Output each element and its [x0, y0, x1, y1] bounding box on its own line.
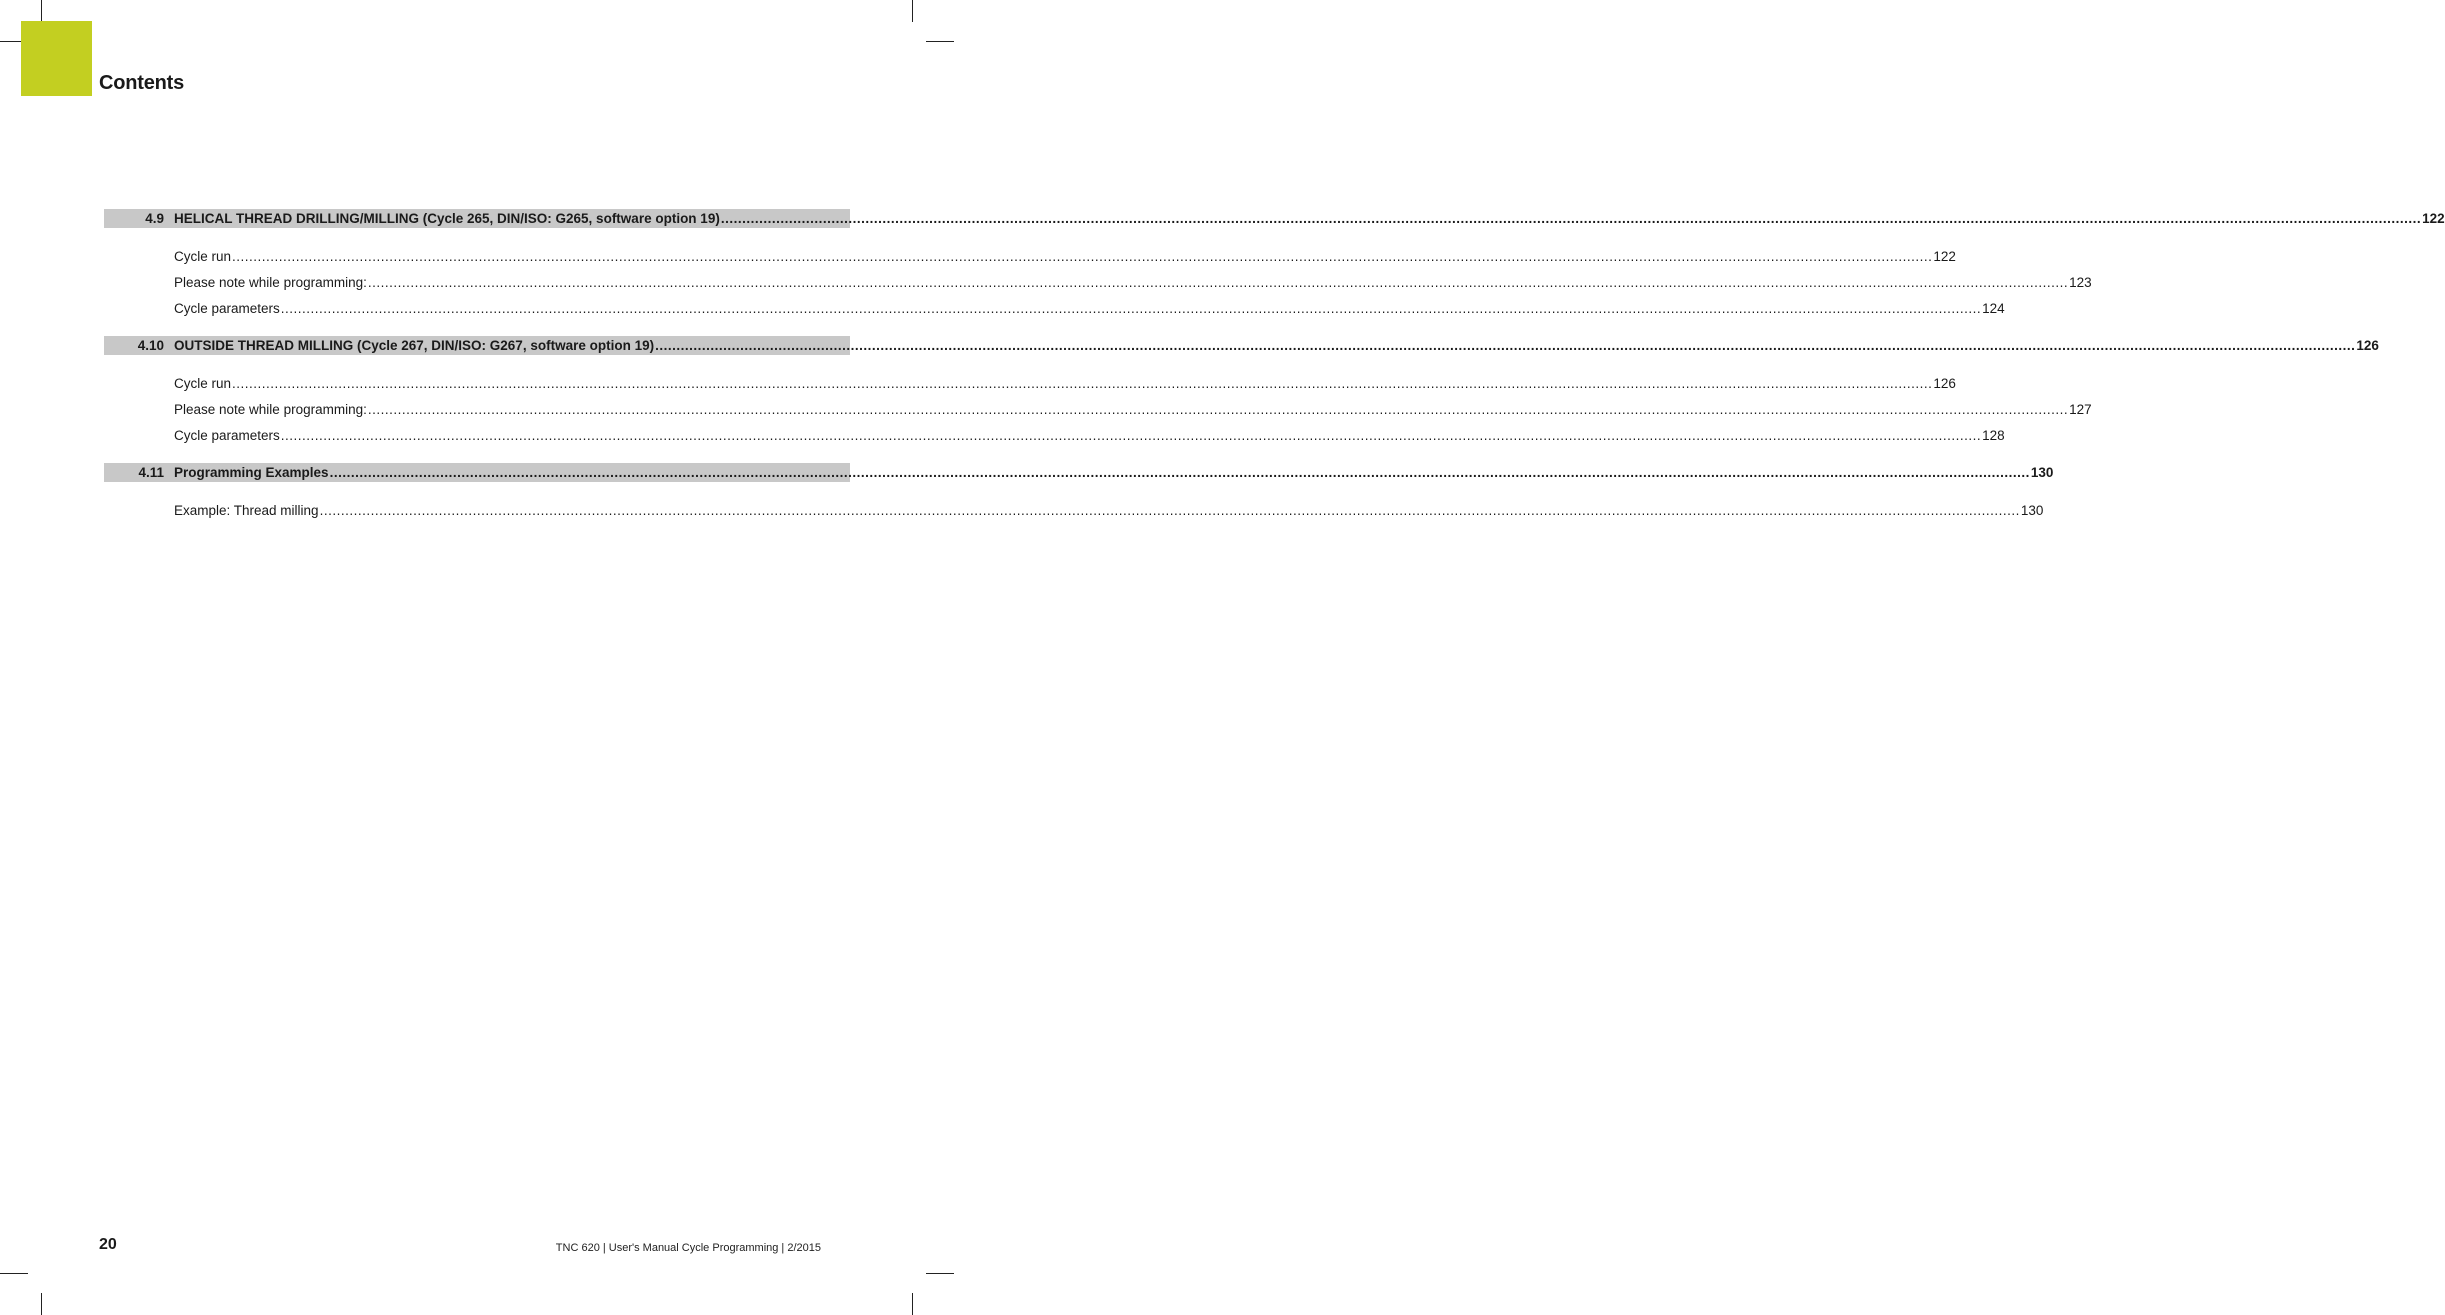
- crop-mark: [912, 1293, 913, 1315]
- toc-entry[interactable]: [104, 397, 2092, 423]
- entry-page: 123: [2069, 275, 2092, 290]
- toc-entry[interactable]: [104, 296, 2005, 322]
- entry-title: Cycle parameters: [174, 301, 280, 316]
- toc-entry[interactable]: [104, 423, 2005, 449]
- toc-entry[interactable]: [104, 270, 2092, 296]
- entry-title: Cycle parameters: [174, 428, 280, 443]
- crop-mark: [41, 0, 42, 22]
- crop-mark: [926, 1273, 954, 1274]
- entry-page: 130: [2020, 503, 2044, 518]
- crop-mark: [0, 1273, 28, 1274]
- dot-leader: ................................................................................................................................................................................................................................................................................................................................................................................................................: [280, 428, 1982, 443]
- section-title: OUTSIDE THREAD MILLING (Cycle 267, DIN/ISO: G267, software option 19): [174, 338, 655, 353]
- section-page: 122: [2422, 211, 2445, 226]
- section-page: 126: [2356, 338, 2379, 353]
- entry-title: Cycle run: [174, 249, 232, 264]
- section-number: 4.9: [145, 211, 164, 226]
- page-number: 20: [99, 1236, 117, 1253]
- toc-section: [104, 463, 2054, 524]
- section-number: 4.11: [138, 465, 164, 480]
- toc-entry-list: [104, 371, 2092, 449]
- crop-mark: [926, 41, 954, 42]
- toc-entry[interactable]: [104, 498, 2044, 524]
- entry-title: Please note while programming:: [174, 275, 367, 290]
- entry-page: 122: [1933, 249, 1956, 264]
- chapter-accent-block: [21, 21, 92, 96]
- page-title: Contents: [99, 72, 185, 94]
- entry-title: Cycle run: [174, 376, 232, 391]
- toc-section: [104, 209, 2445, 322]
- entry-title: Example: Thread milling: [174, 503, 319, 518]
- toc-section-heading[interactable]: [104, 463, 2054, 482]
- toc-entry-list: [104, 244, 2092, 322]
- crop-mark: [912, 0, 913, 22]
- toc-entry[interactable]: [104, 371, 1956, 397]
- section-title: HELICAL THREAD DRILLING/MILLING (Cycle 265, DIN/ISO: G265, software option 19): [174, 211, 720, 226]
- dot-leader: ................................................................................................................................................................................................................................................................................................................................................................................................................: [280, 301, 1982, 316]
- dot-leader: ................................................................................................................................................................................................................................................................................................................................................................................................................: [367, 402, 2069, 417]
- dot-leader: ................................................................................................................................................................................................................................................................................................................................................................................................................: [329, 465, 2030, 480]
- dot-leader: ................................................................................................................................................................................................................................................................................................................................................................................................................: [319, 503, 2020, 518]
- dot-leader: ................................................................................................................................................................................................................................................................................................................................................................................................................: [720, 211, 2422, 226]
- toc-entry[interactable]: [104, 244, 1956, 270]
- toc-entry-list: [104, 498, 2044, 524]
- entry-page: 128: [1982, 428, 2005, 443]
- dot-leader: ................................................................................................................................................................................................................................................................................................................................................................................................................: [367, 275, 2069, 290]
- table-of-contents: [104, 209, 2445, 538]
- toc-section-heading[interactable]: [104, 209, 2445, 228]
- toc-section: [104, 336, 2379, 449]
- dot-leader: ................................................................................................................................................................................................................................................................................................................................................................................................................: [232, 249, 1933, 264]
- crop-mark: [41, 1293, 42, 1315]
- entry-page: 127: [2069, 402, 2092, 417]
- entry-page: 124: [1982, 301, 2005, 316]
- entry-page: 126: [1933, 376, 1956, 391]
- section-number: 4.10: [137, 338, 164, 353]
- toc-section-heading[interactable]: [104, 336, 2379, 355]
- dot-leader: ................................................................................................................................................................................................................................................................................................................................................................................................................: [232, 376, 1933, 391]
- footer-text: TNC 620 | User's Manual Cycle Programming | 2/2015: [555, 1242, 821, 1254]
- section-title: Programming Examples: [174, 465, 329, 480]
- dot-leader: ................................................................................................................................................................................................................................................................................................................................................................................................................: [655, 338, 2356, 353]
- section-page: 130: [2030, 465, 2054, 480]
- entry-title: Please note while programming:: [174, 402, 367, 417]
